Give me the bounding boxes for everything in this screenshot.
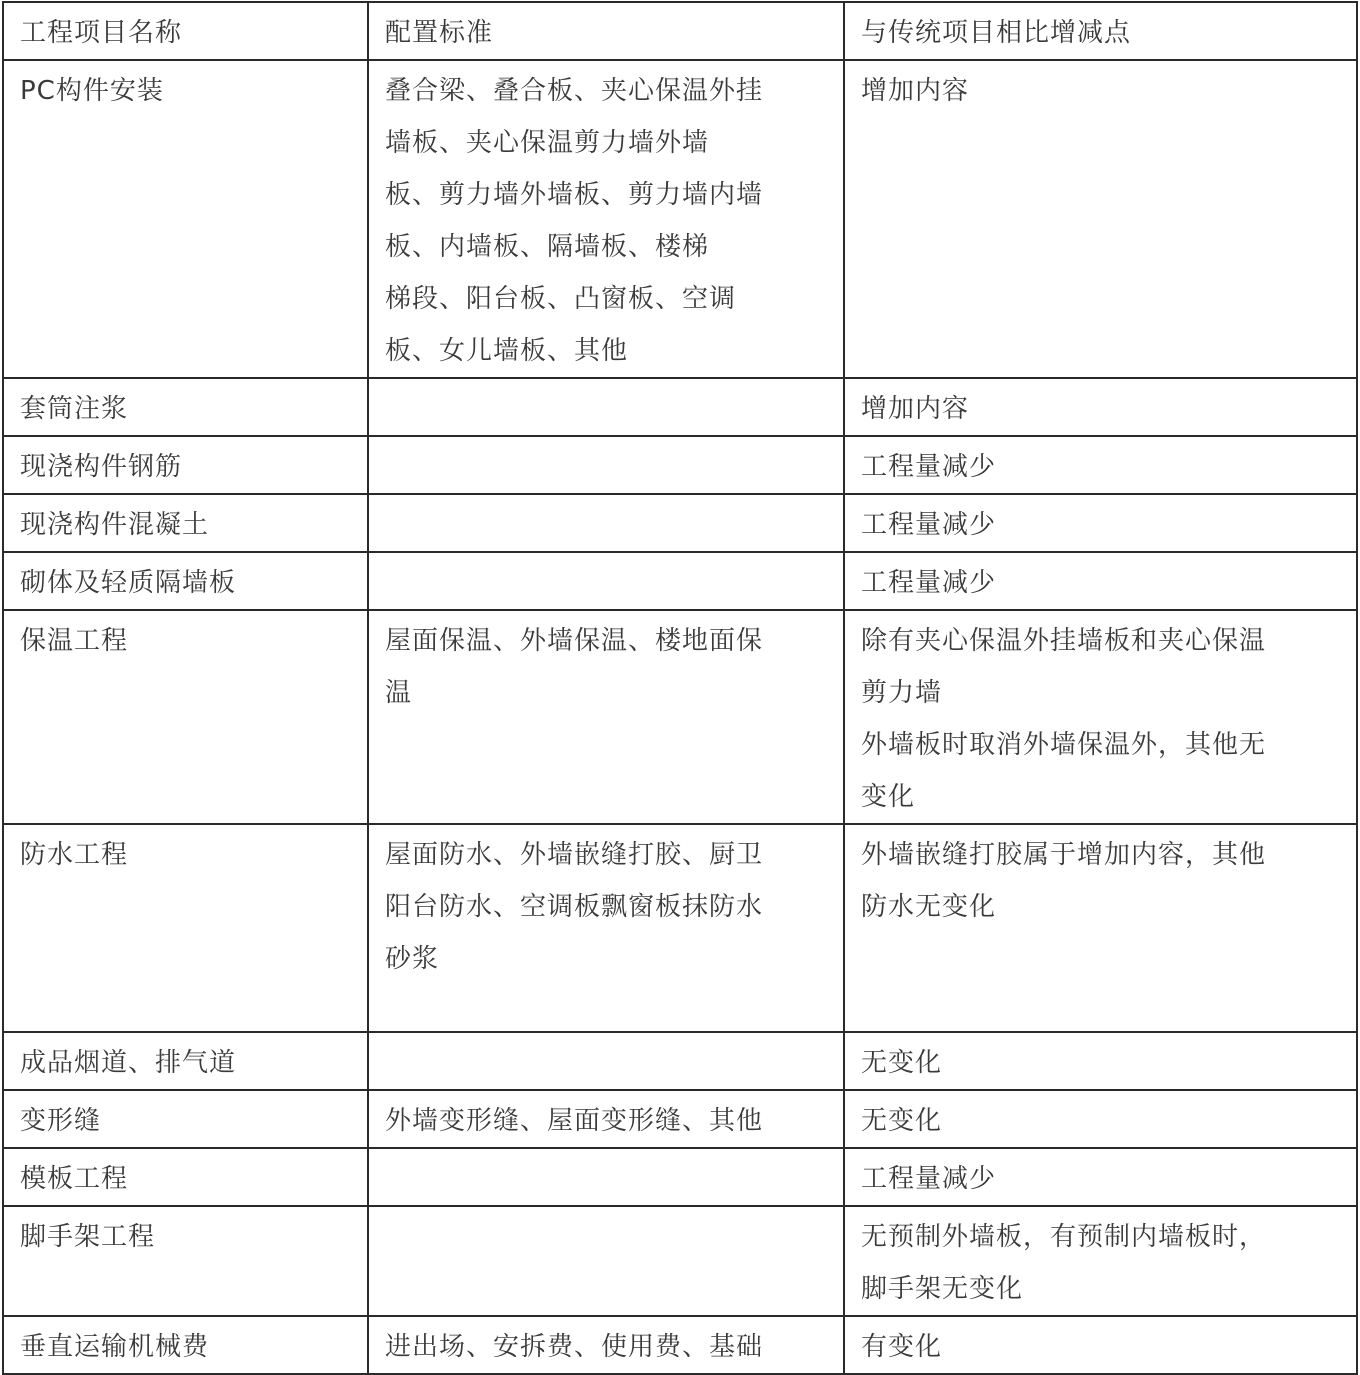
cell-project-name: 防水工程 [3, 824, 368, 1032]
cell-standard: 进出场、安拆费、使用费、基础 [368, 1316, 844, 1374]
cell-project-name: 脚手架工程 [3, 1206, 368, 1316]
cell-change: 工程量减少 [844, 552, 1357, 610]
cell-change: 除有夹心保温外挂墙板和夹心保温 剪力墙 外墙板时取消外墙保温外，其他无 变化 [844, 610, 1357, 824]
cell-standard [368, 552, 844, 610]
comparison-table [2, 1, 1358, 1375]
cell-standard: 屋面保温、外墙保温、楼地面保 温 [368, 610, 844, 824]
cell-change: 外墙嵌缝打胶属于增加内容，其他 防水无变化 [844, 824, 1357, 1032]
header-change: 与传统项目相比增减点 [844, 2, 1357, 60]
cell-standard: 屋面防水、外墙嵌缝打胶、厨卫 阳台防水、空调板飘窗板抹防水 砂浆 [368, 824, 844, 1032]
cell-project-name: 垂直运输机械费 [3, 1316, 368, 1374]
table-row [3, 1032, 1357, 1090]
cell-project-name: 模板工程 [3, 1148, 368, 1206]
cell-standard: 叠合梁、叠合板、夹心保温外挂 墙板、夹心保温剪力墙外墙 板、剪力墙外墙板、剪力墙内墙 板、内墙板、隔墙板、楼梯 梯段、阳台板、凸窗板、空调 板、女儿墙板、其他 [368, 60, 844, 378]
table-row [3, 60, 1357, 378]
table-row [3, 436, 1357, 494]
cell-change: 无预制外墙板，有预制内墙板时， 脚手架无变化 [844, 1206, 1357, 1316]
cell-standard [368, 494, 844, 552]
table-row [3, 610, 1357, 824]
table-row [3, 1090, 1357, 1148]
cell-change: 无变化 [844, 1090, 1357, 1148]
cell-change: 有变化 [844, 1316, 1357, 1374]
cell-change: 工程量减少 [844, 436, 1357, 494]
cell-change: 工程量减少 [844, 494, 1357, 552]
cell-change: 增加内容 [844, 60, 1357, 378]
header-row [3, 2, 1357, 60]
cell-project-name: 成品烟道、排气道 [3, 1032, 368, 1090]
header-project-name: 工程项目名称 [3, 2, 368, 60]
cell-project-name: 变形缝 [3, 1090, 368, 1148]
table-row [3, 494, 1357, 552]
cell-project-name: 套筒注浆 [3, 378, 368, 436]
table-row [3, 824, 1357, 1032]
cell-standard [368, 1148, 844, 1206]
cell-change: 无变化 [844, 1032, 1357, 1090]
cell-project-name: 保温工程 [3, 610, 368, 824]
table-row [3, 1316, 1357, 1374]
cell-project-name: PC构件安装 [3, 60, 368, 378]
cell-change: 增加内容 [844, 378, 1357, 436]
cell-standard [368, 436, 844, 494]
cell-change: 工程量减少 [844, 1148, 1357, 1206]
table-row [3, 1148, 1357, 1206]
cell-project-name: 现浇构件钢筋 [3, 436, 368, 494]
cell-standard: 外墙变形缝、屋面变形缝、其他 [368, 1090, 844, 1148]
header-standard: 配置标准 [368, 2, 844, 60]
table-row [3, 1206, 1357, 1316]
cell-standard [368, 1206, 844, 1316]
cell-project-name: 砌体及轻质隔墙板 [3, 552, 368, 610]
table-row [3, 378, 1357, 436]
cell-project-name: 现浇构件混凝土 [3, 494, 368, 552]
cell-standard [368, 1032, 844, 1090]
cell-standard [368, 378, 844, 436]
table-row [3, 552, 1357, 610]
